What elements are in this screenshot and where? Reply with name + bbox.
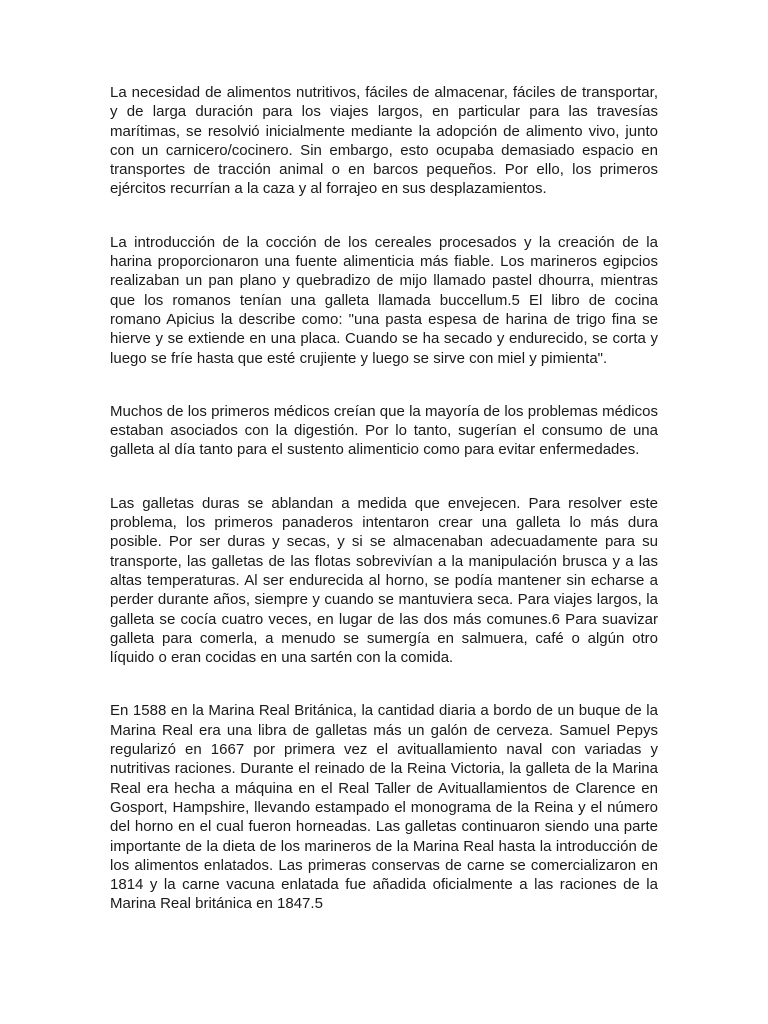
paragraph-3: Muchos de los primeros médicos creían que la mayoría de los problemas médicos estaban asociados con la digestión. Por lo tanto, sugerían el consumo de una galleta al día tanto para el sustento alimenticio como para evitar enfermedades. bbox=[110, 402, 658, 459]
paragraph-4: Las galletas duras se ablandan a medida que envejecen. Para resolver este problema, los primeros panaderos intentaron crear una galleta lo más dura posible. Por ser duras y secas, y si se almacenaban adecuadamente para su transporte, las galletas de las flotas sobrevivían a la manipulación brusca y a las altas temperaturas. Al ser endurecida al horno, se podía mantener sin echarse a perder durante años, siempre y cuando se mantuviera seca. Para viajes largos, la galleta se cocía cuatro veces, en lugar de las dos más comunes.6 Para suavizar galleta para comerla, a menudo se sumergía en salmuera, café o algún otro líquido o eran cocidas en una sartén con la comida. bbox=[110, 494, 658, 667]
paragraph-1: La necesidad de alimentos nutritivos, fáciles de almacenar, fáciles de transportar, y de larga duración para los viajes largos, en particular para las travesías marítimas, se resolvió inicialmente mediante la adopción de alimento vivo, junto con un carnicero/cocinero. Sin embargo, esto ocupaba demasiado espacio en transportes de tracción animal o en barcos pequeños. Por ello, los primeros ejércitos recurrían a la caza y al forrajeo en sus desplazamientos. bbox=[110, 84, 658, 198]
paragraph-2: La introducción de la cocción de los cereales procesados y la creación de la harina proporcionaron una fuente alimenticia más fiable. Los marineros egipcios realizaban un pan plano y quebradizo de mijo llamado pastel dhourra, mientras que los romanos tenían una galleta llamada buccellum.5 El libro de cocina romano Apicius la describe como: "una pasta espesa de harina de trigo fina se hierve y se extiende en una placa. Cuando se ha secado y endurecido, se corta y luego se fríe hasta que esté crujiente y luego se sirve con miel y pimienta". bbox=[110, 233, 658, 367]
paragraph-5: En 1588 en la Marina Real Británica, la cantidad diaria a bordo de un buque de la Marina Real era una libra de galletas más un galón de cerveza. Samuel Pepys regularizó en 1667 por primera vez el avituallamiento naval con variadas y nutritivas raciones. Durante el reinado de la Reina Victoria, la galleta de la Marina Real era hecha a máquina en el Real Taller de Avituallamientos de Clarence en Gosport, Hampshire, llevando estampado el monograma de la Reina y el número del horno en el cual fueron horneadas. Las galletas continuaron siendo una parte importante de la dieta de los marineros de la Marina Real hasta la introducción de los alimentos enlatados. Las primeras conservas de carne se comercializaron en 1814 y la carne vacuna enlatada fue añadida oficialmente a las raciones de la Marina Real británica en 1847.5 bbox=[110, 702, 658, 913]
document-body bbox=[110, 83, 658, 948]
